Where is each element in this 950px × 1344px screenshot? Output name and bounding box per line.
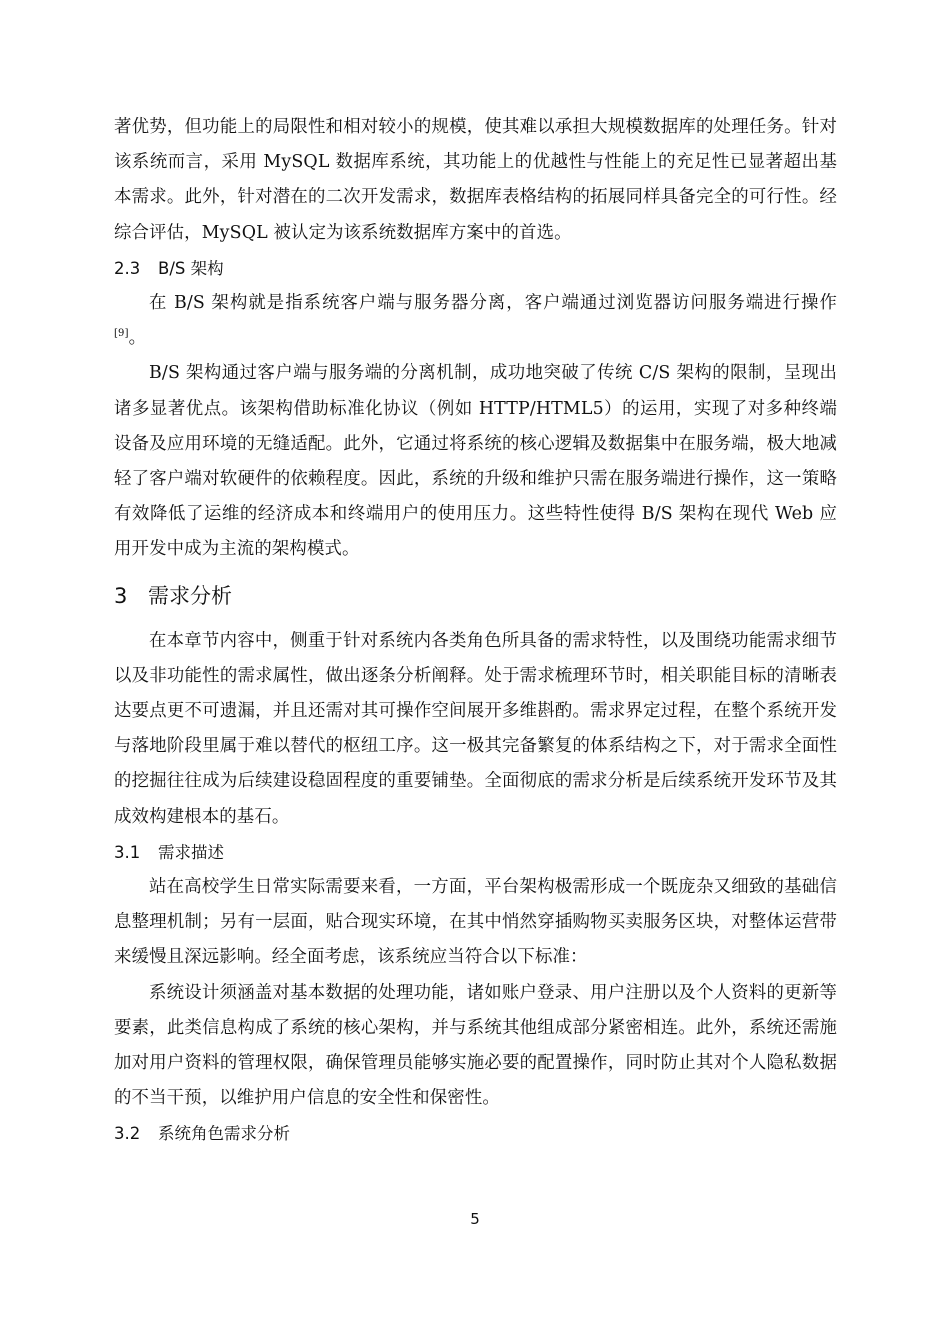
paragraph-bs-definition (114, 286, 837, 356)
page-content (114, 110, 837, 1152)
paragraph-bs-advantages: B/S 架构通过客户端与服务端的分离机制，成功地突破了传统 C/S 架构的限制，呈现出诸多显著优点。该架构借助标准化协议（例如 HTTP/HTML5）的运用，实现了对多种终端设备及应用环境的无缝适配。此外，它通过将系统的核心逻辑及数据集中在服务端，极大地减轻了客户端对软硬件的依赖程度。因此，系统的升级和维护只需在服务端进行操作，这一策略有效降低了运维的经济成本和终端用户的使用压力。这些特性使得 B/S 架构在现代 Web 应用开发中成为主流的架构模式。 (114, 363, 837, 560)
chapter-heading-3 (114, 576, 837, 616)
paragraph-description-2: 系统设计须涵盖对基本数据的处理功能，诸如账户登录、用户注册以及个人资料的更新等要素，此类信息构成了系统的核心架构，并与系统其他组成部分紧密相连。此外，系统还需施加对用户资料的管理权限，确保管理员能够实施必要的配置操作，同时防止其对个人隐私数据的不当干预，以维护用户信息的安全性和保密性。 (114, 982, 837, 1109)
section-heading-2-3 (114, 251, 837, 286)
paragraph-requirements-intro: 在本章节内容中，侧重于针对系统内各类角色所具备的需求特性，以及围绕功能需求细节以及非功能性的需求属性，做出逐条分析阐释。处于需求梳理环节时，相关职能目标的清晰表达要点更不可遗漏，并且还需对其可操作空间展开多维斟酌。需求界定过程，在整个系统开发与落地阶段里属于难以替代的枢纽工序。这一极其完备繁复的体系结构之下，对于需求全面性的挖掘往往成为后续建设稳固程度的重要铺垫。全面彻底的需求分析是后续系统开发环节及其成效构建根本的基石。 (114, 630, 837, 827)
chapter-number: 3 (114, 583, 128, 608)
section-number: 3.1 (114, 842, 141, 862)
section-number: 3.2 (114, 1124, 141, 1144)
section-number: 2.3 (114, 258, 141, 278)
citation-ref: [9] (114, 328, 129, 340)
section-heading-3-2 (114, 1116, 837, 1151)
section-title: 系统角色需求分析 (158, 1124, 290, 1144)
paragraph-text: 在 B/S 架构就是指系统客户端与服务器分离，客户端通过浏览器访问服务端进行操作 (149, 293, 837, 314)
section-heading-3-1 (114, 835, 837, 870)
paragraph-description-1: 站在高校学生日常实际需要来看，一方面，平台架构极需形成一个既庞杂又细致的基础信息整理机制；另有一层面，贴合现实环境，在其中悄然穿插购物买卖服务区块，对整体运营带来缓慢且深远影响。经全面考虑，该系统应当符合以下标准： (114, 877, 837, 968)
paragraph-database-choice: 著优势，但功能上的局限性和相对较小的规模，使其难以承担大规模数据库的处理任务。针对该系统而言，采用 MySQL 数据库系统，其功能上的优越性与性能上的充足性已显著超出基本需求。此外，针对潜在的二次开发需求，数据库表格结构的拓展同样具备完全的可行性。经综合评估，MySQL 被认定为该系统数据库方案中的首选。 (114, 117, 837, 243)
paragraph-end: 。 (128, 328, 147, 349)
page-number: 5 (470, 1210, 480, 1228)
section-title: B/S 架构 (158, 258, 224, 278)
section-title: 需求描述 (158, 842, 224, 862)
chapter-title: 需求分析 (148, 583, 232, 608)
